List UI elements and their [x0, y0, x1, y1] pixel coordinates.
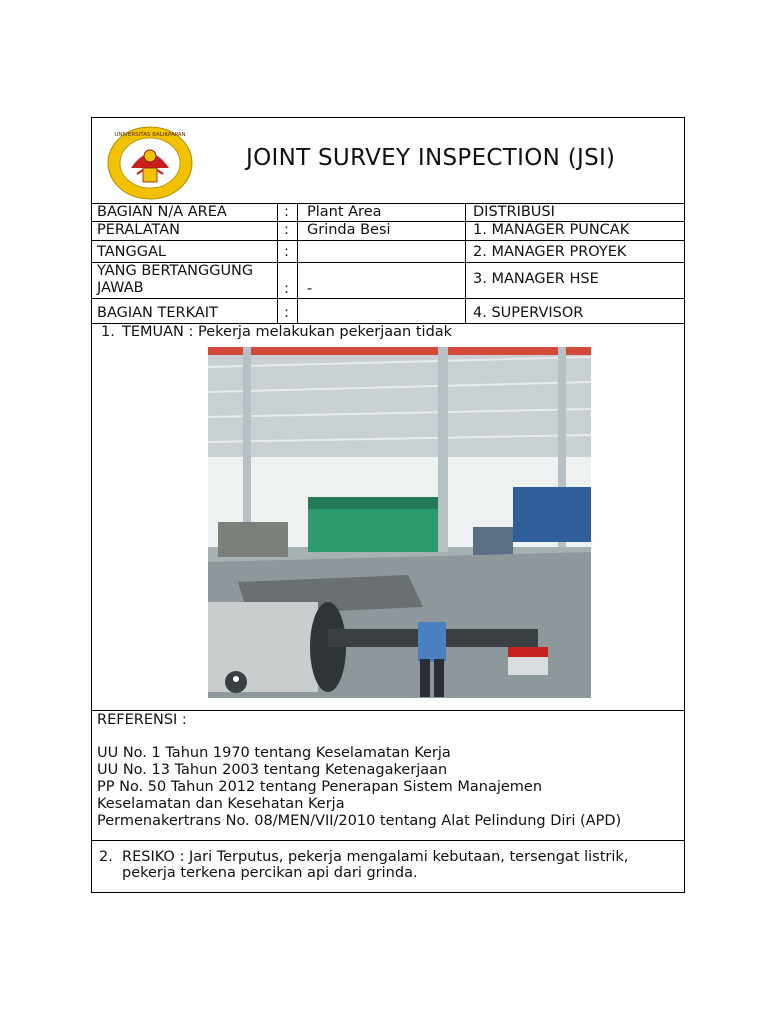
row1-value: Plant Area: [307, 204, 382, 220]
row4-label-line2: JAWAB: [97, 280, 144, 296]
row1-label: BAGIAN N/A AREA: [97, 204, 227, 220]
rule-row-2: [91, 240, 685, 241]
resiko-number: 2.: [99, 849, 113, 865]
row3-label: TANGGAL: [97, 244, 166, 260]
referensi-line-1: UU No. 1 Tahun 1970 tentang Keselamatan Kerja: [97, 745, 451, 761]
row4-sep: :: [284, 281, 289, 297]
rule-col-value: [465, 203, 466, 323]
logo-text: UNIVERSITAS BALIKPAPAN: [114, 132, 186, 138]
referensi-line-5: Permenakertrans No. 08/MEN/VII/2010 tentang Alat Pelindung Diri (APD): [97, 813, 622, 829]
referensi-heading: REFERENSI :: [97, 712, 187, 728]
university-logo: [107, 126, 193, 200]
row2-label: PERALATAN: [97, 222, 181, 238]
row2-value: Grinda Besi: [307, 222, 391, 238]
temuan-text: TEMUAN : Pekerja melakukan pekerjaan tidak: [122, 324, 453, 340]
row4-right: 3. MANAGER HSE: [473, 271, 599, 287]
row4-value: -: [307, 281, 313, 297]
temuan-number: 1.: [101, 324, 115, 340]
resiko-line-1: RESIKO : Jari Terputus, pekerja mengalami kebutaan, tersengat listrik,: [122, 849, 629, 865]
referensi-line-2: UU No. 13 Tahun 2003 tentang Ketenagakerjaan: [97, 762, 448, 778]
row2-sep: :: [284, 222, 289, 238]
rule-col-sep: [297, 203, 298, 323]
row3-right: 2. MANAGER PROYEK: [473, 244, 627, 260]
rule-col-label: [277, 203, 278, 323]
row5-right: 4. SUPERVISOR: [473, 305, 584, 321]
row5-label: BAGIAN TERKAIT: [97, 305, 218, 321]
row1-sep: :: [284, 204, 289, 220]
row3-sep: :: [284, 244, 289, 260]
resiko-line-2: pekerja terkena percikan api dari grinda.: [122, 865, 418, 881]
rule-row-4: [91, 298, 685, 299]
rule-temuan-bottom: [91, 710, 685, 711]
rule-referensi-bottom: [91, 840, 685, 841]
inspection-photo: [208, 347, 591, 698]
referensi-line-3: PP No. 50 Tahun 2012 tentang Penerapan Sistem Manajemen: [97, 779, 543, 795]
row4-label-line1: YANG BERTANGGUNG: [97, 263, 254, 279]
document-title: JOINT SURVEY INSPECTION (JSI): [246, 145, 616, 171]
row2-right: 1. MANAGER PUNCAK: [473, 222, 630, 238]
row1-right: DISTRIBUSI: [473, 204, 555, 220]
referensi-line-4: Keselamatan dan Kesehatan Kerja: [97, 796, 345, 812]
row5-sep: :: [284, 305, 289, 321]
